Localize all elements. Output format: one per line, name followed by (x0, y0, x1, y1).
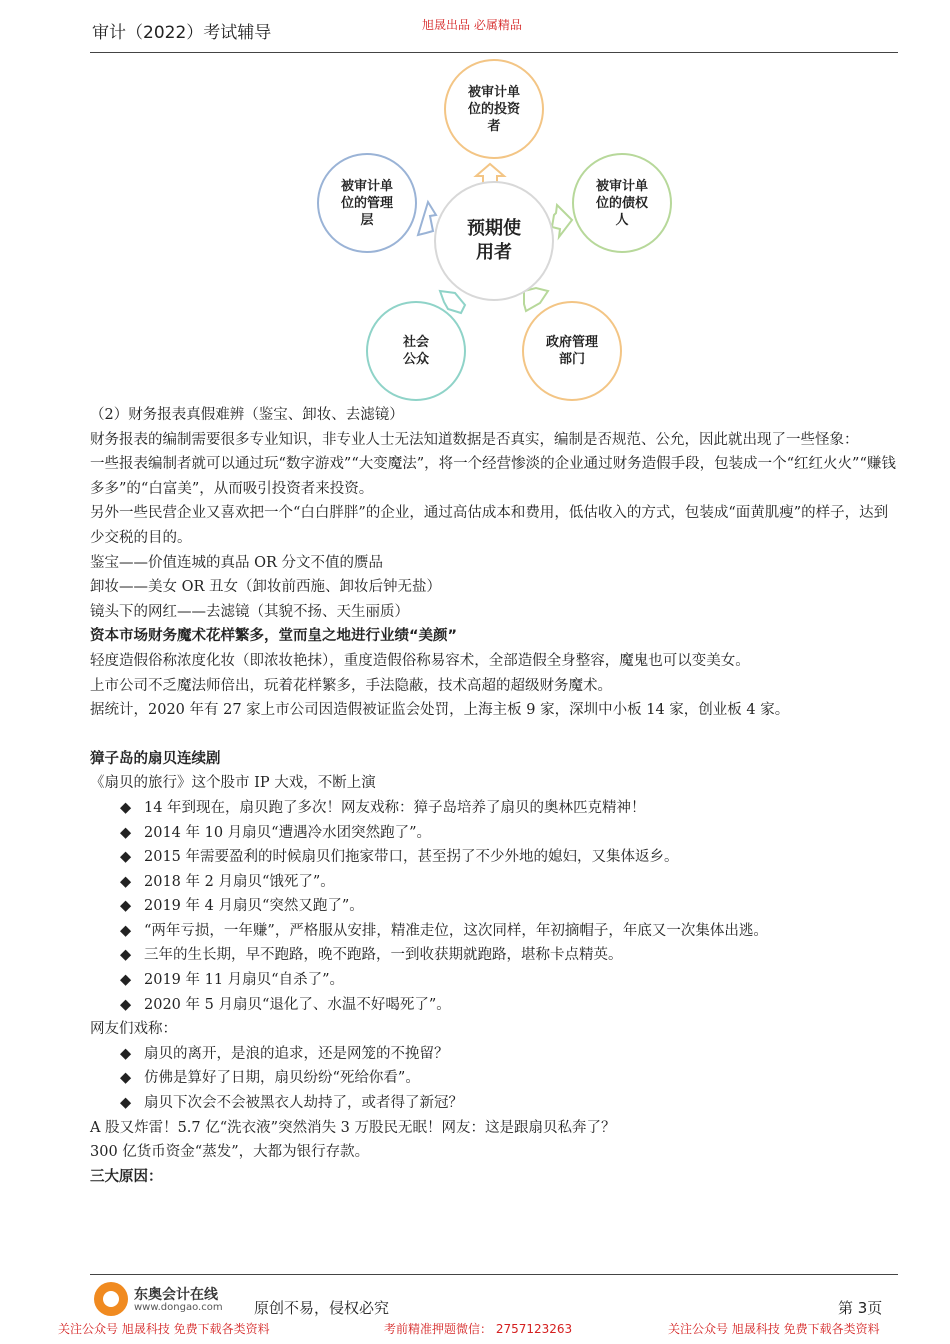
bullet-text: 三年的生长期，早不跑路，晚不跑路，一到收获期就跑路，堪称卡点精英。 (144, 947, 623, 964)
paragraph: 《扇贝的旅行》这个股市 IP 大戏，不断上演 (90, 775, 376, 792)
section-heading: 獐子岛的扇贝连续剧 (90, 750, 221, 767)
promo-left: 关注公众号 旭晟科技 免费下载各类资料 (58, 1322, 270, 1336)
paragraph: 鉴宝——价值连城的真品 OR 分文不值的赝品 (90, 554, 384, 571)
paragraph: 卸妆——美女 OR 丑女（卸妆前西施、卸妆后钟无盐） (90, 579, 442, 596)
arrow-down-right-icon (524, 288, 548, 311)
node-management (317, 153, 417, 253)
bullet-text: “两年亏损，一年赚”，严格服从安排，精准走位，这次同样，年初摘帽子，年底又一次集体出逃。 (144, 922, 768, 939)
bullet-text: 2018 年 2 月扇贝“饿死了”。 (144, 873, 335, 890)
dongao-logo-icon (94, 1282, 128, 1316)
node-investors-line-1: 被审计单 (467, 84, 520, 100)
paragraph: A 股又炸雷！5.7 亿“洗衣液”突然消失 3 万股民无眠！网友：这是跟扇贝私奔了？ (90, 1119, 616, 1136)
paragraph: 网友们戏称： (90, 1021, 177, 1038)
logo-url: www.dongao.com (134, 1302, 223, 1313)
node-public-line-2: 公众 (402, 352, 429, 367)
bullet-item (90, 1066, 900, 1091)
arrow-right-icon (552, 205, 572, 237)
node-management-line-1: 被审计单 (340, 178, 393, 194)
node-creditors (572, 153, 672, 253)
paragraph: 镜头下的网红——去滤镜（其貌不扬、天生丽质） (90, 603, 409, 620)
section-heading: 资本市场财务魔术花样繁多，堂而皇之地进行业绩“美颜” (90, 628, 458, 645)
bullet-text: 2019 年 4 月扇贝“突然又跑了”。 (144, 898, 364, 915)
page-number: 第 3页 (838, 1299, 883, 1317)
footer-divider (90, 1274, 898, 1275)
header-divider (90, 52, 898, 53)
bullet-text: 14 年到现在，扇贝跑了多次！网友戏称：獐子岛培养了扇贝的奥林匹克精神！ (144, 799, 646, 816)
header-title: 审计（2022）考试辅导 (92, 23, 272, 43)
arrow-left-icon (418, 202, 436, 235)
paragraph: （2）财务报表真假难辨（鉴宝、卸妆、去滤镜） (90, 407, 404, 423)
paragraph: 300 亿货币资金“蒸发”，大都为银行存款。 (90, 1144, 370, 1161)
paragraph: 一些报表编制者就可以通过玩“数字游戏”“大变魔法”，将一个经营惨淡的企业通过财务造假手段，包装成一个“红红火火”“赚钱多多”的“白富美”，从而吸引投资者来投资。 (90, 456, 896, 497)
bullet-item (90, 993, 900, 1018)
bullet-item (90, 919, 900, 944)
promo-right: 关注公众号 旭晟科技 免费下载各类资料 (668, 1322, 880, 1336)
paragraph: 上市公司不乏魔法师倍出，玩着花样繁多，手法隐蔽，技术高超的超级财务魔术。 (90, 677, 612, 694)
bullet-text: 仿佛是算好了日期，扇贝纷纷“死给你看”。 (144, 1070, 420, 1087)
bullet-item (90, 1042, 900, 1067)
bullet-text: 2020 年 5 月扇贝“退化了、水温不好喝死了”。 (144, 996, 451, 1013)
bullet-text: 2015 年需要盈利的时候扇贝们拖家带口，甚至拐了不少外地的媳妇，又集体返乡。 (144, 849, 679, 866)
bullet-text: 2014 年 10 月扇贝“遭遇冷水团突然跑了”。 (144, 824, 432, 841)
bullet-text: 扇贝下次会不会被黑衣人劫持了，或者得了新冠？ (144, 1095, 463, 1112)
logo-text: 东奥会计在线 (134, 1287, 218, 1303)
bullet-item (90, 894, 900, 919)
page-body (90, 403, 900, 1189)
bullet-item (90, 821, 900, 846)
bullet-text: 2019 年 11 月扇贝“自杀了”。 (144, 972, 345, 989)
node-government (522, 301, 622, 401)
node-investors-line-2: 位的投资 (467, 101, 520, 117)
paragraph: 另外一些民营企业又喜欢把一个“白白胖胖”的企业，通过高估成本和费用，低估收入的方式，包装成“面黄肌瘦”的样子，达到少交税的目的。 (90, 505, 889, 546)
node-investors (444, 59, 544, 159)
footer-slogan: 原创不易，侵权必究 (254, 1299, 390, 1317)
bullet-item (90, 870, 900, 895)
node-management-line-2: 位的管理 (340, 195, 393, 211)
paragraph: 据统计，2020 年有 27 家上市公司因造假被证监会处罚，上海主板 9 家，深圳中小板 14 家，创业板 4 家。 (90, 702, 790, 719)
bullet-item (90, 845, 900, 870)
header-slogan: 旭晟出品 必属精品 (422, 18, 522, 32)
node-public-line-1: 社会 (402, 335, 429, 350)
center-node (434, 181, 554, 301)
node-government-line-2: 部门 (558, 352, 585, 367)
node-management-line-3: 层 (360, 212, 374, 228)
bullet-item (90, 1091, 900, 1116)
promo-middle: 考前精准押题微信： 2757123263 (384, 1322, 573, 1336)
section-heading: 三大原因： (90, 1168, 163, 1185)
bullet-item (90, 943, 900, 968)
node-investors-line-3: 者 (487, 118, 501, 134)
spacer (90, 723, 900, 747)
node-government-line-1: 政府管理 (545, 335, 598, 350)
paragraph: 财务报表的编制需要很多专业知识，非专业人士无法知道数据是否真实，编制是否规范、公允，因此就出现了一些怪象： (90, 431, 859, 448)
center-node-line-2: 用者 (476, 242, 512, 263)
node-public (366, 301, 466, 401)
node-creditors-line-2: 位的债权 (595, 195, 648, 211)
bullet-text: 扇贝的离开，是浪的追求，还是网笼的不挽留？ (144, 1045, 449, 1062)
node-creditors-line-3: 人 (615, 212, 629, 228)
node-creditors-line-1: 被审计单 (595, 178, 648, 194)
intended-users-diagram (300, 55, 648, 400)
center-node-line-1: 预期使 (467, 218, 521, 239)
bullet-item (90, 968, 900, 993)
paragraph: 轻度造假俗称浓度化妆（即浓妆艳抹），重度造假俗称易容术，全部造假全身整容，魔鬼也可以变美女。 (90, 652, 750, 669)
bullet-item (90, 796, 900, 821)
